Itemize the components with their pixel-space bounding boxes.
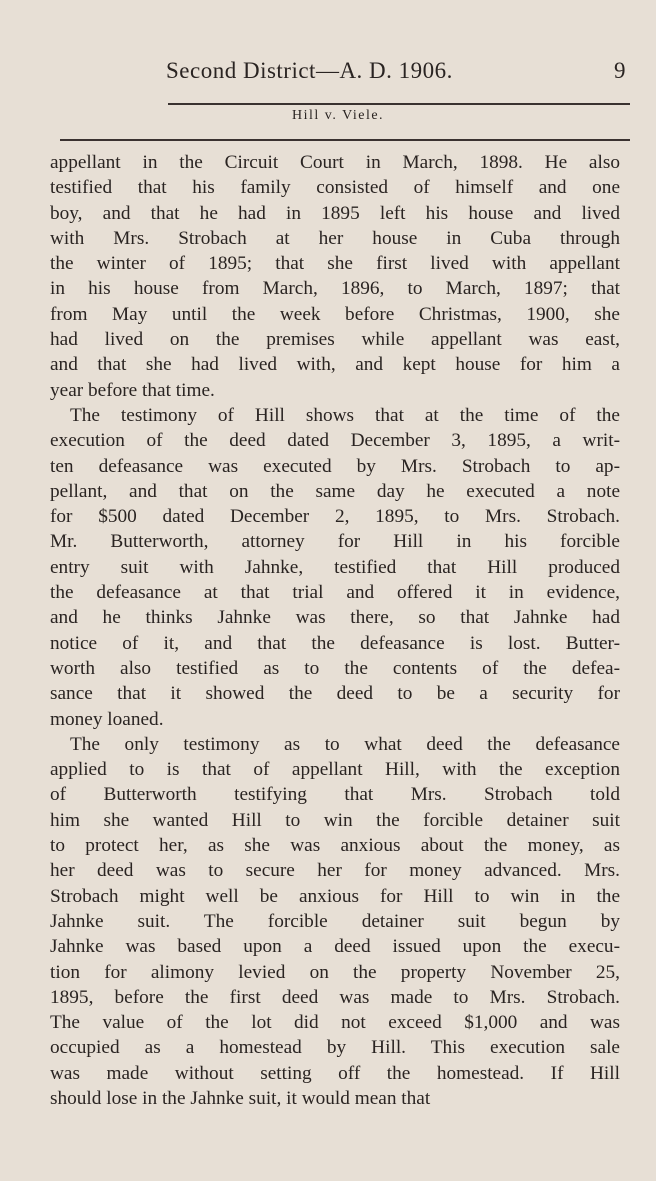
paragraph xyxy=(50,403,620,732)
text-line: The testimony of Hill shows that at the time of the xyxy=(70,404,620,426)
text-line: her deed was to secure her for money advanced. Mrs. xyxy=(50,860,620,882)
page-number: 9 xyxy=(614,58,626,83)
text-line: with Mrs. Strobach at her house in Cuba through xyxy=(50,227,620,249)
text-line: applied to is that of appellant Hill, with the exception xyxy=(50,759,620,781)
text-line: occupied as a homestead by Hill. This execution sale xyxy=(50,1037,620,1059)
text-line: the winter of 1895; that she first lived with appellant xyxy=(50,253,620,275)
text-line: entry suit with Jahnke, testified that Hill produced xyxy=(50,556,620,578)
text-line: Mr. Butterworth, attorney for Hill in his forcible xyxy=(50,531,620,553)
text-line: pellant, and that on the same day he executed a note xyxy=(50,480,620,502)
text-line: Jahnke suit. The forcible detainer suit begun by xyxy=(50,910,620,932)
text-line: Jahnke was based upon a deed issued upon the execu- xyxy=(50,936,620,958)
text-line: should lose in the Jahnke suit, it would mean that xyxy=(50,1087,431,1109)
text-line: of Butterworth testifying that Mrs. Strobach told xyxy=(50,784,620,806)
text-line: 1895, before the first deed was made to Mrs. Strobach. xyxy=(50,986,620,1008)
paragraph xyxy=(50,150,620,403)
text-line: year before that time. xyxy=(50,379,215,401)
text-line: The only testimony as to what deed the defeasance xyxy=(70,733,620,755)
text-line: appellant in the Circuit Court in March, 1898. He also xyxy=(50,152,620,173)
header-rule xyxy=(168,103,630,105)
text-line: sance that it showed the deed to be a security for xyxy=(50,683,620,705)
text-line: him she wanted Hill to win the forcible detainer suit xyxy=(50,809,620,831)
text-line: tion for alimony levied on the property November 25, xyxy=(50,961,620,983)
text-line: boy, and that he had in 1895 left his house and lived xyxy=(50,202,620,224)
text-line: had lived on the premises while appellant was east, xyxy=(50,329,620,351)
text-line: and that she had lived with, and kept house for him a xyxy=(50,354,620,376)
text-line: and he thinks Jahnke was there, so that Jahnke had xyxy=(50,607,620,629)
running-title: Second District—A. D. 1906. xyxy=(166,58,453,83)
case-title-rule xyxy=(60,139,630,141)
text-line: for $500 dated December 2, 1895, to Mrs. Strobach. xyxy=(50,506,620,528)
text-line: from May until the week before Christmas, 1900, she xyxy=(50,303,620,325)
text-line: notice of it, and that the defeasance is lost. Butter- xyxy=(50,632,620,654)
case-title: Hill v. Viele. xyxy=(291,108,385,123)
text-line: Strobach might well be anxious for Hill to win in the xyxy=(50,885,620,907)
text-line: The value of the lot did not exceed $1,000 and was xyxy=(50,1012,620,1034)
text-line: testified that his family consisted of himself and one xyxy=(50,177,620,199)
paragraph xyxy=(50,732,620,1111)
text-line: money loaned. xyxy=(50,708,164,730)
running-header xyxy=(166,58,626,84)
text-line: in his house from March, 1896, to March, 1897; that xyxy=(50,278,620,300)
text-line: the defeasance at that trial and offered it in evidence, xyxy=(50,582,620,604)
text-line: to protect her, as she was anxious about the money, as xyxy=(50,835,620,857)
text-line: execution of the deed dated December 3, 1895, a writ- xyxy=(50,430,620,452)
text-line: ten defeasance was executed by Mrs. Strobach to ap- xyxy=(50,455,620,477)
text-line: was made without setting off the homestead. If Hill xyxy=(50,1062,620,1084)
body-text xyxy=(50,150,620,1111)
text-line: worth also testified as to the contents of the defea- xyxy=(50,657,620,679)
